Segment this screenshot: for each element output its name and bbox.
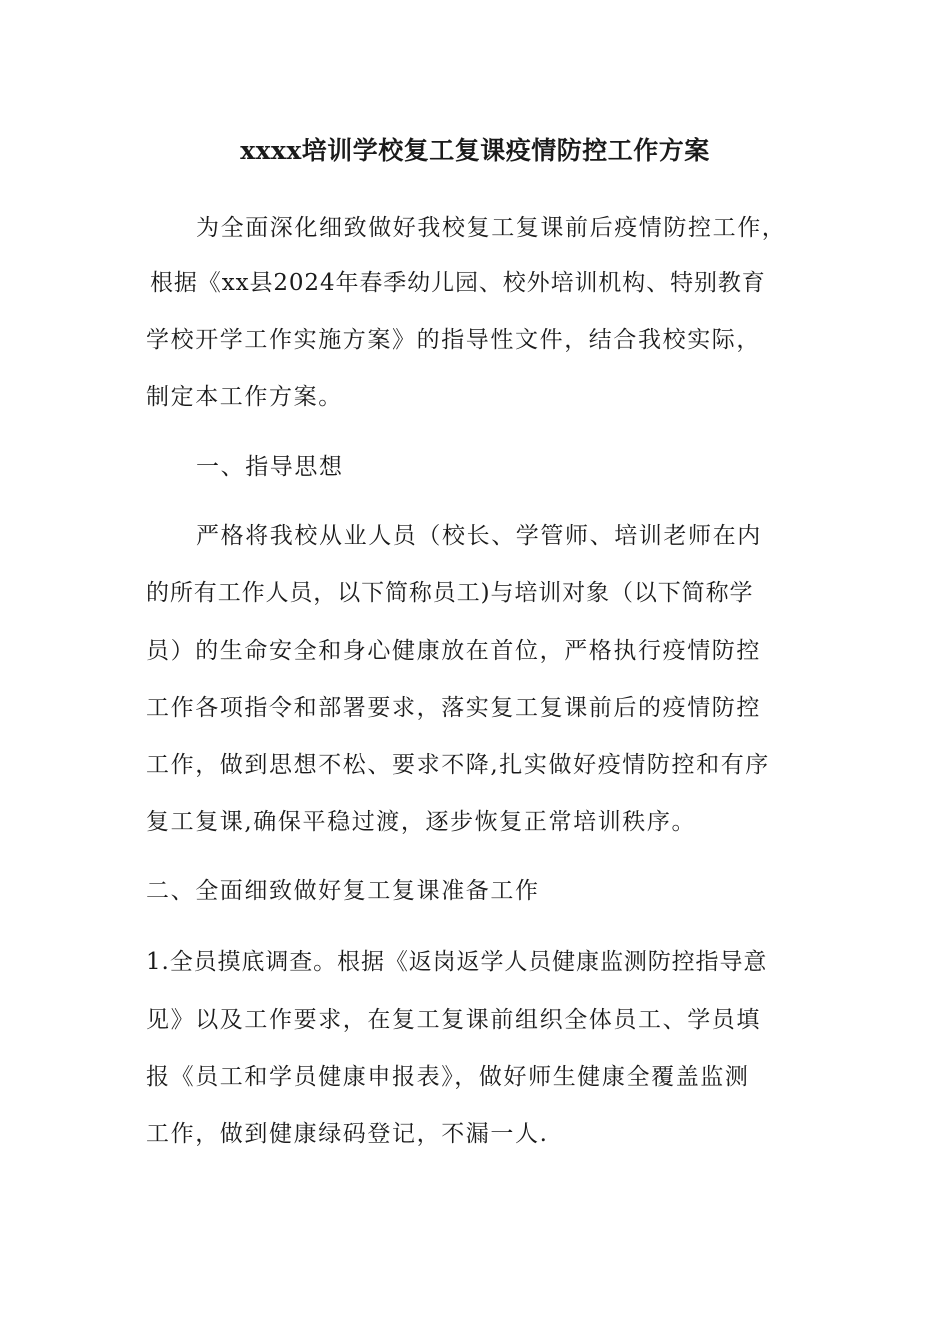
section-heading: 一、指导思想	[196, 454, 344, 480]
paragraph-line: 根据《xx县2024年春季幼儿园、校外培训机构、特别教育	[150, 270, 766, 296]
paragraph-line: 见》以及工作要求，在复工复课前组织全体员工、学员填	[146, 1007, 761, 1033]
paragraph-line: 严格将我校从业人员（校长、学管师、培训老师在内	[196, 523, 762, 549]
paragraph-line: 工作，做到思想不松、要求不降,扎实做好疫情防控和有序	[146, 752, 770, 778]
paragraph-line: 报《员工和学员健康申报表》，做好师生健康全覆盖监测	[146, 1064, 750, 1090]
paragraph-line: 工作，做到健康绿码登记，不漏一人.	[146, 1121, 549, 1147]
section-heading: 二、全面细致做好复工复课准备工作	[146, 878, 540, 904]
paragraph-line: 工作各项指令和部署要求，落实复工复课前后的疫情防控	[146, 695, 761, 721]
paragraph-line: 的所有工作人员，以下简称员工)与培训对象（以下简称学	[146, 580, 754, 606]
paragraph-line: 复工复课,确保平稳过渡，逐步恢复正常培训秩序。	[146, 809, 697, 835]
paragraph-line: 1.全员摸底调查。根据《返岗返学人员健康监测防控指导意	[146, 949, 768, 975]
document-title: xxxx培训学校复工复课疫情防控工作方案	[240, 136, 710, 165]
paragraph-line: 为全面深化细致做好我校复工复课前后疫情防控工作，	[196, 215, 787, 241]
paragraph-line: 学校开学工作实施方案》的指导性文件，结合我校实际，	[146, 327, 761, 353]
paragraph-line: 员）的生命安全和身心健康放在首位，严格执行疫情防控	[146, 638, 761, 664]
paragraph-line: 制定本工作方案。	[146, 384, 343, 410]
